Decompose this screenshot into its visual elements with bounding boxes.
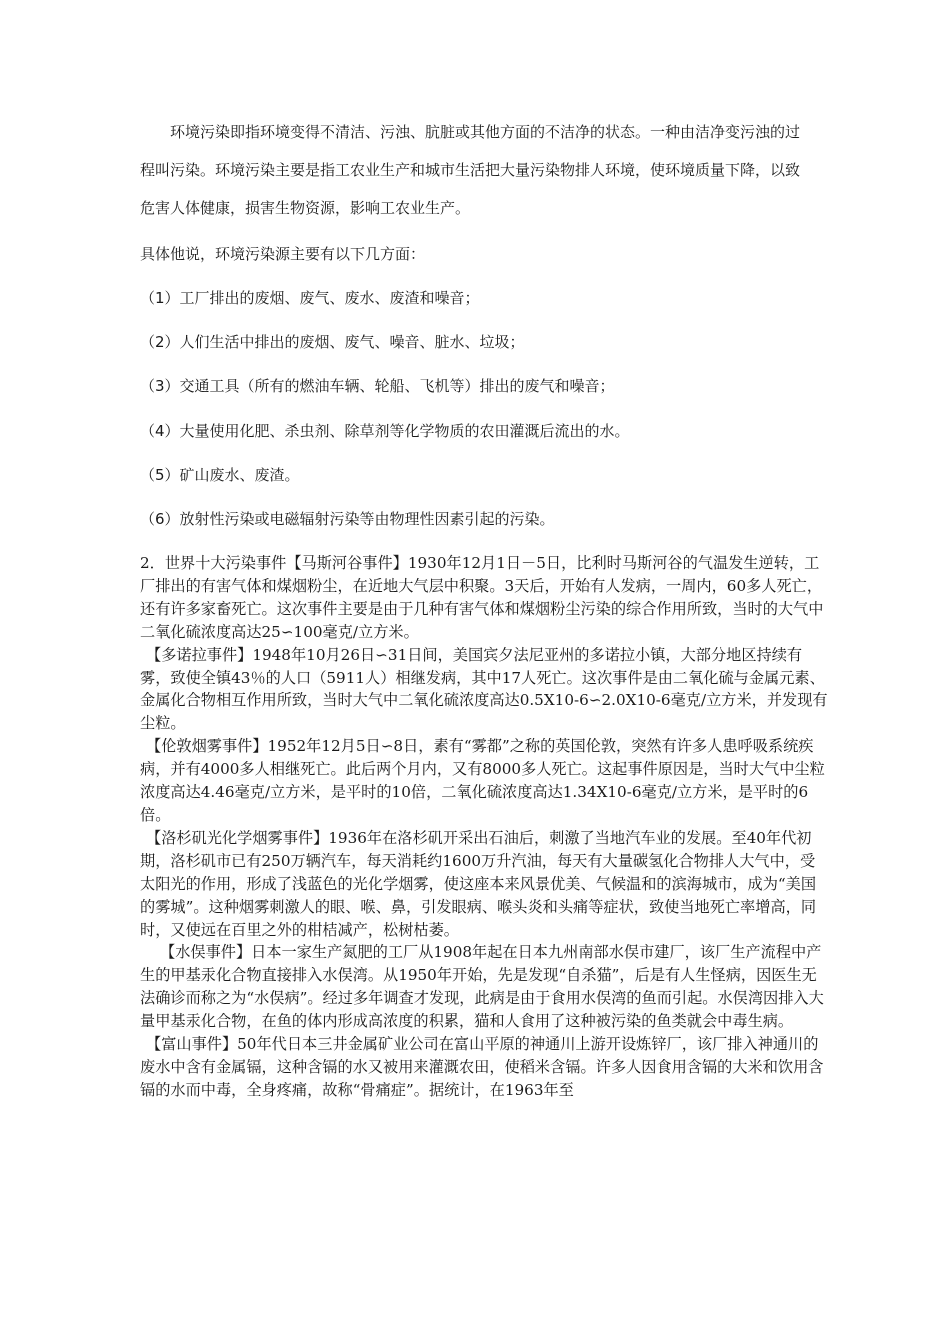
event-minamata: 【水俣事件】日本一家生产氮肥的工厂从1908年起在日本九州南部水俣市建厂，该厂生产流程中产生的甲基汞化合物直接排入水俣湾。从1950年开始，先是发现“自杀猫”，后是有人生怪病，因医生无法确诊而称之为“水俣病”。经过多年调查才发现，此病是由于食用水俣湾的鱼而引起。水俣湾因排入大量甲基汞化合物，在鱼的体内形成高浓度的积累，猫和人食用了这种被污染的鱼类就会中毒生病。 — [140, 943, 824, 1031]
source-item: （2）人们生活中排出的废烟、废气、噪音、脏水、垃圾； — [140, 333, 525, 351]
source-item: （1）工厂排出的废烟、废气、废水、废渣和噪音； — [140, 289, 480, 307]
pollution-events — [140, 552, 830, 1102]
intro-paragraph: 环境污染即指环境变得不清洁、污浊、肮脏或其他方面的不洁净的状态。一种由洁净变污浊的过程叫污染。环境污染主要是指工农业生产和城市生活把大量污染物排人环境，使环境质量下降，以致危害人体健康，损害生物资源，影响工农业生产。 — [140, 123, 801, 217]
source-item: （4）大量使用化肥、杀虫剂、除草剂等化学物质的农田灌溉后流出的水。 — [140, 422, 630, 440]
event-los-angeles-smog: 【洛杉矶光化学烟雾事件】1936年在洛杉矶开采出石油后，刺激了当地汽车业的发展。至40年代初期，洛杉矶市已有250万辆汽车，每天消耗约1600万升汽油，每天有大量碳氢化合物排人大气中，受太阳光的作用，形成了浅蓝色的光化学烟雾，使这座本来风景优美、气候温和的滨海城市，成为“美国的雾城”。这种烟雾刺激人的眼、喉、鼻，引发眼病、喉头炎和头痛等症状，致使当地死亡率增高，同时，又使远在百里之外的柑桔减产，松树枯萎。 — [140, 828, 817, 939]
event-donora: 【多诺拉事件】1948年10月26日∽31日间，美国宾夕法尼亚州的多诺拉小镇，大部分地区持续有雾，致使全镇43％的人口（5911人）相继发病，其中17人死亡。这次事件是由二氧化硫与金属元素、金属化合物相互作用所致，当时大气中二氧化硫浓度高达0.5X10-6∽2.0X10-6毫克/立方米，并发现有尘粒。 — [140, 645, 828, 733]
event-maas-valley: 2．世界十大污染事件【马斯河谷事件】1930年12月1日－5日，比利时马斯河谷的气温发生逆转，工厂排出的有害气体和煤烟粉尘，在近地大气层中积聚。3天后，开始有人发病，一周内，60多人死亡，还有许多家畜死亡。这次事件主要是由于几种有害气体和煤烟粉尘污染的综合作用所致，当时的大气中二氧化硫浓度高达25∽100毫克/立方米。 — [140, 554, 824, 641]
event-toyama: 【富山事件】50年代日本三井金属矿业公司在富山平原的神通川上游开设炼锌厂，该厂排入神通川的废水中含有金属镉，这种含镉的水又被用来灌溉农田，使稻米含镉。许多人因食用含镉的大米和饮用含镉的水而中毒，全身疼痛，故称“骨痛症”。据统计，在1963年至 — [140, 1035, 824, 1099]
source-item: （3）交通工具（所有的燃油车辆、轮船、飞机等）排出的废气和噪音； — [140, 377, 615, 395]
source-item: （5）矿山废水、废渣。 — [140, 466, 300, 484]
source-item: （6）放射性污染或电磁辐射污染等由物理性因素引起的污染。 — [140, 510, 555, 528]
sources-intro: 具体他说，环境污染源主要有以下几方面： — [140, 245, 426, 263]
event-london-smog: 【伦敦烟雾事件】1952年12月5日∽8日，素有“雾都”之称的英国伦敦，突然有许多人患呼吸系统疾病，并有4000多人相继死亡。此后两个月内，又有8000多人死亡。这起事件原因是，当时大气中尘粒浓度高达4.46毫克/立方米，是平时的10倍，二氧化硫浓度高达1.34X10-6毫克/立方米，是平时的6倍。 — [140, 737, 825, 824]
